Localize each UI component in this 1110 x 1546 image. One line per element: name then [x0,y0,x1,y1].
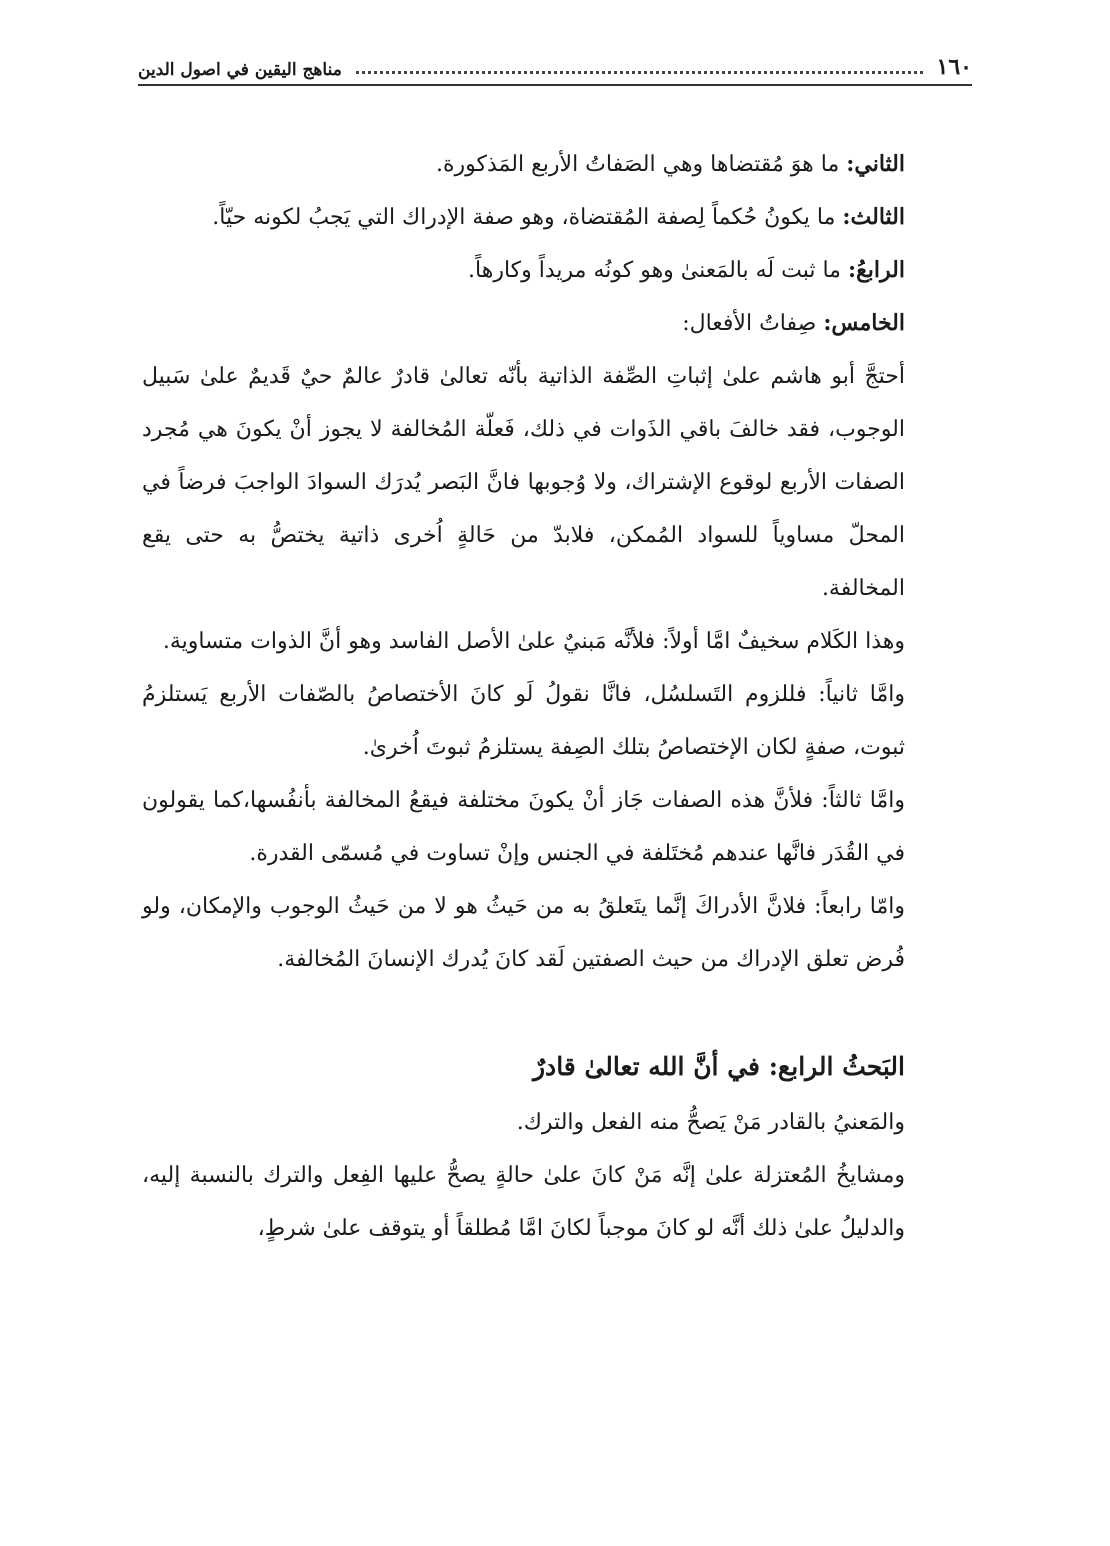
item-fifth [142,297,905,350]
page-number: ١٦٠ [936,54,972,80]
item-fourth-text: ما ثبت لَه بالمَعنىٰ وهو كونُه مريداً وكارهاً. [468,258,841,283]
item-third [142,191,905,244]
paragraph-second-rebuttal: وامَّا ثانياً: فللزوم التَسلسُل، فانَّا نقولُ لَو كانَ الأختصاصُ بالصّفات الأربع يَستلزمُ ثبوت، صفةٍ لكان الإختصاصُ بتلك الصِفة يستلزمُ ثبوتَ اُخرىٰ. [142,682,905,760]
paragraph-fourth-rebuttal: وامّا رابعاً: فلانَّ الأدراكَ إنَّما يتَعلقُ به من حَيثُ هو لا من حَيثُ الوجوب والإمكان، ولو فُرض تعلق الإدراك من حيث الصفتين لَقد كانَ يُدرك الإنسانَ المُخالفة. [142,894,905,972]
item-fifth-label: الخامس: [823,310,905,336]
paragraph-definition: والمَعنيُ بالقادر مَنْ يَصحُّ منه الفعل والترك. [516,1110,905,1135]
paragraph-mutazila: ومشايخُ المُعتزلة علىٰ إنَّه مَنْ كانَ علىٰ حالةٍ يصحُّ عليها الفِعل والترك بالنسبة إليه، والدليلُ علىٰ ذلك أنَّه لو كانَ موجباً لكانَ امَّا مُطلقاً أو يتوقف علىٰ شرطٍ، [142,1163,905,1241]
page-body [142,138,905,1255]
item-fourth-label: الرابعُ: [847,257,905,283]
item-fourth [142,244,905,297]
paragraph-abu-hashim: أحتجَّ أبو هاشم علىٰ إثباتِ الصِّفة الذاتية بأنّه تعالىٰ قادرٌ عالمٌ حيٌ قَديمٌ علىٰ سَبيل الوجوب، فقد خالفَ باقي الذَوات في ذلك، فَعلّة المُخالفة لا يجوز أنْ يكونَ هي مُجرد الصفات الأربع لوقوع الإشتراك، ولا وُجوبها فانَّ البَصر يُدرَك السوادَ الواجبَ فرضاً في المحلّ مساوياً للسواد المُمكن، فلابدّ من حَالةٍ اُخرى ذاتية يختصُّ به حتى يقع المخالفة. [142,364,905,601]
running-header [138,44,972,86]
item-second-text: ما هوَ مُقتضاها وهي الصَفاتُ الأربع المَذكورة. [436,152,840,177]
section-title: البَحثُ الرابع: في أنَّ الله تعالىٰ قادرٌ [532,1052,905,1081]
header-dot-leader [356,70,923,74]
paragraph-weak-argument: وهذا الكَلام سخيفٌ امَّا أولاً: فلأنَّه مَبنيٌ علىٰ الأصل الفاسد وهو أنَّ الذوات متساوية. [162,629,905,654]
item-third-text: ما يكونُ حُكماً لِصفة المُقتضاة، وهو صفة الإدراك التي يَجبُ لكونه حيّاً. [212,205,836,230]
item-fifth-text: صِفاتُ الأفعال: [682,311,817,336]
item-third-label: الثالث: [842,204,905,230]
book-title: مناهج اليقين في اصول الدين [138,60,342,80]
item-second-label: الثاني: [846,151,905,177]
paragraph-third-rebuttal: وامَّا ثالثاً: فلأنَّ هذه الصفات جَاز أنْ يكونَ مختلفة فيقعُ المخالفة بأنفُسها،كما يقولون في القُدَر فانَّها عندهم مُختَلفة في الجنس وإنْ تساوت في مُسمّى القدرة. [142,788,905,866]
item-second [142,138,905,191]
